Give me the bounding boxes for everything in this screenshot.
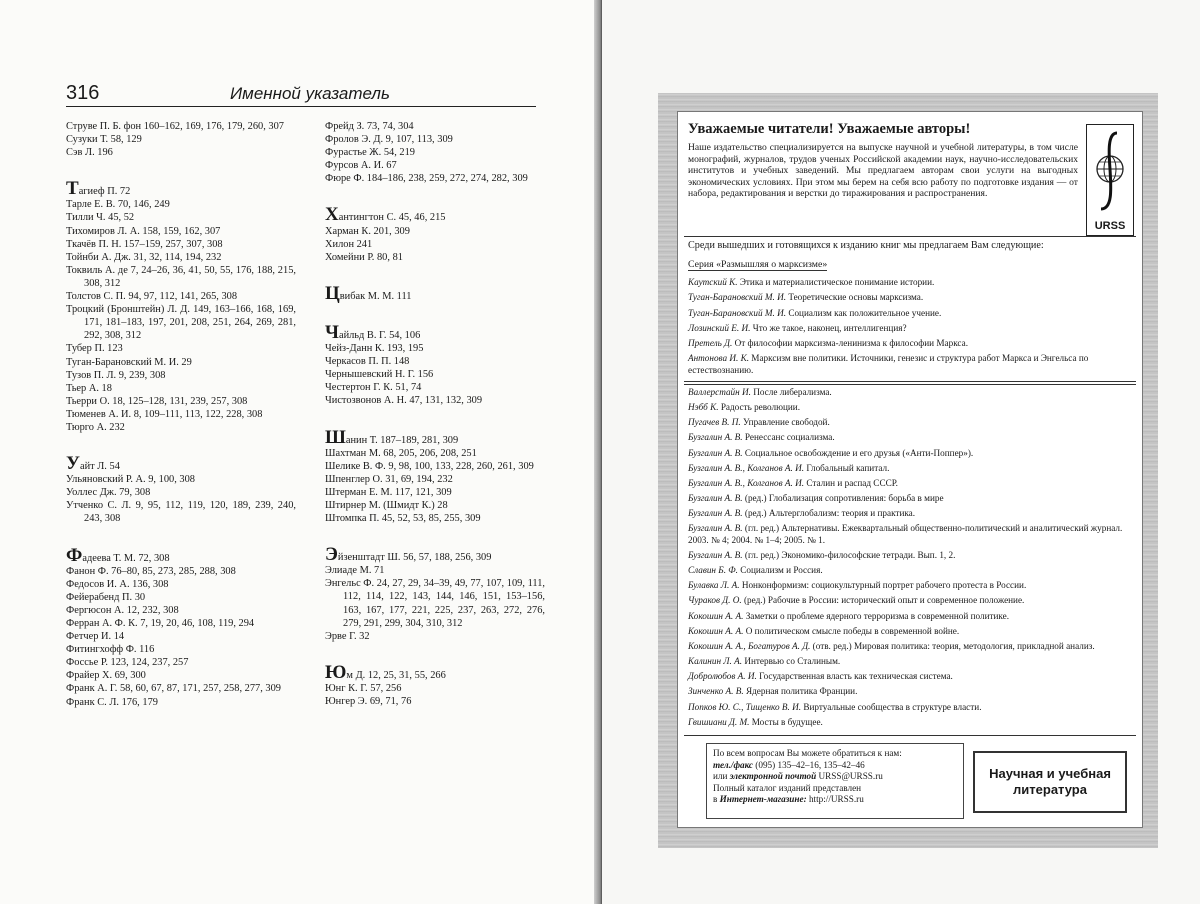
index-entry-text: Чернышевский Н. Г. 156	[325, 369, 434, 381]
index-spacer	[325, 408, 545, 421]
index-entry	[325, 630, 545, 643]
index-entry	[325, 394, 545, 407]
shop-label: Интернет-магазине:	[719, 794, 807, 804]
index-entry-text: Ткачёв П. Н. 157–159, 257, 307, 308	[66, 238, 223, 250]
index-entry-text: Штирнер М. (Шмидт К.) 28	[325, 499, 448, 511]
book-title: Социальное освобождение и его друзья («Анти-Поппер»).	[744, 447, 974, 458]
series-header: Серия «Размышляя о марксизме»	[688, 259, 828, 270]
index-entry	[325, 120, 545, 133]
index-entry-text: агиеф П. 72	[78, 186, 131, 198]
section-initial: Э	[325, 544, 338, 566]
index-entry-text: Фанон Ф. 76–80, 85, 273, 285, 288, 308	[66, 565, 236, 577]
book-title: (ред.) Рабочие в России: исторический опыт и современное положение.	[743, 595, 1025, 606]
book-item	[688, 292, 1134, 303]
phone-label: тел./факс	[713, 759, 753, 770]
book-author: Гвишиани Д. М.	[688, 716, 750, 727]
index-entry-text: Чистозвонов А. Н. 47, 131, 132, 309	[325, 395, 483, 407]
book-author: Бузгалин А. В.	[688, 549, 743, 560]
index-entry	[66, 356, 296, 369]
book-author: Бузгалин А. В.	[688, 508, 743, 519]
index-entry-text: Ульяновский Р. А. 9, 100, 308	[66, 474, 195, 486]
index-entry	[325, 368, 545, 381]
index-entry	[66, 303, 296, 342]
index-entry	[66, 453, 296, 475]
index-entry-text: Чейз-Данн К. 193, 195	[325, 343, 424, 355]
book-author: Бузгалин А. В.	[688, 447, 743, 458]
index-entry	[66, 133, 296, 146]
book-title: Социализм и Россия.	[740, 565, 823, 576]
index-entry-text: Фурсов А. И. 67	[325, 160, 397, 172]
index-entry-text: Штерман Е. М. 117, 121, 309	[325, 486, 452, 498]
index-entry	[66, 578, 296, 591]
index-entry	[325, 282, 545, 304]
book-item	[688, 417, 1134, 428]
index-entry	[66, 630, 296, 643]
index-entry	[325, 473, 545, 486]
index-spacer	[325, 525, 545, 538]
running-header	[66, 80, 536, 107]
index-entry-text: м Д. 12, 25, 31, 55, 266	[346, 669, 446, 681]
section-initial: Ф	[66, 544, 83, 566]
index-entry	[66, 251, 296, 264]
book-item	[688, 717, 1134, 728]
index-entry	[66, 146, 296, 159]
book-item	[688, 508, 1134, 519]
index-entry	[325, 460, 545, 473]
index-entry	[325, 512, 545, 525]
index-entry	[325, 577, 545, 629]
index-entry-text: Харман К. 201, 309	[325, 225, 410, 237]
index-column-1	[66, 120, 296, 709]
index-entry-text: Тарле Е. В. 70, 146, 249	[66, 199, 170, 211]
section-initial: У	[66, 453, 80, 475]
section-initial: Т	[66, 178, 79, 200]
index-entry	[325, 159, 545, 172]
index-entry-text: Энгельс Ф. 24, 27, 29, 34–39, 49, 77, 107, 109, 111, 112, 114, 122, 143, 144, 146, 151, 153–156, 163, 167, 177, 221, 225, 237, 263, 272, 276, 279, 291, 299, 304, 310, 312	[325, 578, 545, 629]
index-entry	[66, 617, 296, 630]
book-title: Виртуальные сообщества в структуре власти.	[803, 701, 982, 712]
book-author: Попков Ю. С., Тищенко В. И.	[688, 701, 802, 712]
index-entry	[325, 133, 545, 146]
book-author: Бузгалин А. В., Колганов А. И.	[688, 462, 805, 473]
book-author: Зинченко А. В.	[688, 686, 744, 697]
index-entry-text: Фурастье Ж. 54, 219	[325, 147, 415, 159]
index-entry-text: Фрайер Х. 69, 300	[66, 670, 146, 682]
book-item	[688, 702, 1134, 713]
index-entry-text: Фетчер И. 14	[66, 631, 125, 643]
index-entry-text: Сузуки Т. 58, 129	[66, 134, 142, 146]
email-label: электронной почтой	[729, 771, 817, 781]
index-entry-text: Уоллес Дж. 79, 308	[66, 487, 151, 499]
index-entry-text: Франк С. Л. 176, 179	[66, 696, 158, 708]
book-title: Этика и материалистическое понимание истории.	[739, 277, 935, 287]
index-entry-text: Эрве Г. 32	[325, 630, 370, 642]
index-entry-text: йзенштадт Ш. 56, 57, 188, 256, 309	[337, 552, 492, 564]
index-entry-text: Шахтман М. 68, 205, 206, 208, 251	[325, 447, 477, 459]
index-spacer	[66, 434, 296, 447]
index-spacer	[66, 526, 296, 539]
index-entry	[325, 238, 545, 251]
book-title: Марксизм вне политики. Источники, генезис и структура работ Маркса и Энгельса по естествознанию.	[688, 353, 1089, 375]
book-author: Бузгалин А. В.	[688, 523, 743, 534]
book-author: Каутский К.	[688, 277, 738, 287]
book-item	[688, 565, 1134, 576]
book-item	[688, 595, 1134, 606]
book-author: Пугачев В. П.	[688, 417, 741, 428]
index-entry-text: Фитингхофф Ф. 116	[66, 644, 155, 656]
section-initial: Ш	[325, 426, 346, 448]
index-entry	[66, 178, 296, 200]
index-entry-text: Фергюсон А. 12, 232, 308	[66, 604, 179, 616]
book-author: Чураков Д. О.	[688, 595, 742, 606]
index-spacer	[66, 159, 296, 172]
contact-box	[706, 743, 964, 819]
book-item	[688, 338, 1134, 349]
section-initial: Ю	[325, 661, 347, 683]
book-list	[688, 387, 1134, 732]
section-initial: Ч	[325, 321, 339, 343]
book-author: Кокошин А. А.	[688, 625, 744, 636]
book-title: Радость революции.	[720, 402, 800, 413]
book-title: Интервью со Сталиным.	[744, 656, 841, 667]
index-entry	[66, 696, 296, 709]
index-entry	[66, 473, 296, 486]
index-entry	[325, 544, 545, 566]
book-author: Бузгалин А. В., Колганов А. И.	[688, 477, 805, 488]
index-entry	[325, 682, 545, 695]
index-entry-text: Тойнби А. Дж. 31, 32, 114, 194, 232	[66, 251, 222, 263]
book-item	[688, 323, 1134, 334]
book-item	[688, 656, 1134, 667]
page-number: 316	[66, 82, 100, 104]
index-entry	[66, 395, 296, 408]
index-spacer	[325, 303, 545, 316]
index-entry	[66, 198, 296, 211]
book-title: Социализм как положительное учение.	[788, 307, 942, 318]
index-entry-text: Тузов П. Л. 9, 239, 308	[66, 369, 166, 381]
header-title: Именной указатель	[230, 84, 390, 103]
book-item	[688, 493, 1134, 504]
divider	[684, 384, 1136, 385]
index-entry-text: Элиаде М. 71	[325, 565, 385, 577]
index-entry-text: Штомпка П. 45, 52, 53, 85, 255, 309	[325, 513, 481, 525]
book-title: Сталин и распад СССР.	[806, 477, 898, 488]
index-entry	[66, 669, 296, 682]
index-entry	[325, 564, 545, 577]
divider	[684, 381, 1136, 382]
book-author: Славин Б. Ф.	[688, 565, 738, 576]
shop-url[interactable]: http://URSS.ru	[808, 794, 864, 804]
index-entry-text: Токвиль А. де 7, 24–26, 36, 41, 50, 55, 176, 188, 215, 308, 312	[66, 264, 296, 289]
book-author: Добролюбов А. И.	[688, 671, 757, 682]
book-title: (гл. ред.) Экономико-философские тетради. Вып. 1, 2.	[744, 549, 956, 560]
ad-title: Уважаемые читатели! Уважаемые авторы!	[688, 121, 971, 137]
index-entry-text: Фоссье Р. 123, 124, 237, 257	[66, 657, 189, 669]
index-entry	[325, 661, 545, 683]
index-entry	[66, 604, 296, 617]
index-entry-text: Утченко С. Л. 9, 95, 112, 119, 120, 189, 239, 240, 243, 308	[66, 500, 296, 525]
ad-lead-text: Среди вышедших и готовящихся к изданию книг мы предлагаем Вам следующие:	[688, 240, 1044, 251]
index-entry-text: Тюменев А. И. 8, 109–111, 113, 122, 228, 308	[66, 408, 263, 420]
book-item	[688, 686, 1134, 697]
index-entry-text: Тихомиров Л. А. 158, 159, 162, 307	[66, 225, 221, 237]
book-item	[688, 626, 1134, 637]
urss-logo	[1086, 124, 1134, 236]
book-item	[688, 523, 1134, 546]
globe-icon	[1087, 125, 1133, 217]
badge-line-1: Научная и учебная	[989, 766, 1111, 781]
index-entry-text: Тюрго А. 232	[66, 421, 125, 433]
book-author: Антонова И. К.	[688, 353, 749, 364]
book-author: Лозинский Е. И.	[688, 322, 751, 333]
book-item	[688, 353, 1134, 376]
ad-intro: Наше издательство специализируется на выпуске научной и учебной литературы, в том числе монографий, журналов, трудов ученых Российской академии наук, научно-исследовательских институтов и учебных заведений. Мы предлагаем авторам свои услуги на выгодных экономических условиях. При этом мы берем на себя всю работу по подготовке издания — от набора, редактирования и верстки до тиражирования и распространения.	[688, 142, 1078, 199]
book-item	[688, 387, 1134, 398]
index-entry	[325, 146, 545, 159]
book-item	[688, 611, 1134, 622]
index-column-2	[325, 120, 545, 708]
index-spacer	[325, 643, 545, 656]
book-title: Что же такое, наконец, интеллигенция?	[752, 322, 907, 333]
index-entry-text: айльд В. Г. 54, 106	[338, 329, 421, 341]
badge-line-2: литература	[1013, 782, 1087, 797]
book-title: Мосты в будущее.	[751, 716, 823, 727]
book-item	[688, 432, 1134, 443]
book-author: Калинин Л. А.	[688, 656, 743, 667]
index-entry-text: Тьерри О. 18, 125–128, 131, 239, 257, 308	[66, 395, 248, 407]
book-item	[688, 550, 1134, 561]
section-initial: Х	[325, 204, 339, 226]
book-author: Бузгалин А. В.	[688, 493, 743, 504]
index-entry-text: вибак М. М. 111	[339, 290, 412, 302]
book-title: Ядерная политика Франции.	[745, 686, 858, 697]
index-entry-text: адеева Т. М. 72, 308	[82, 552, 170, 564]
index-entry	[325, 486, 545, 499]
divider	[684, 735, 1136, 736]
book-author: Булавка Л. А.	[688, 580, 740, 591]
book-title: Государственная власть как техническая система.	[759, 671, 953, 682]
book-title: Нонконформизм: социокультурный портрет рабочего протеста в России.	[741, 580, 1027, 591]
index-entry	[325, 204, 545, 226]
catalog-prefix: в	[713, 794, 718, 804]
book-author: Кокошин А. А.	[688, 610, 744, 621]
book-item	[688, 277, 1134, 288]
book-item	[688, 478, 1134, 489]
index-entry-text: Фюре Ф. 184–186, 238, 259, 272, 274, 282, 309	[325, 173, 528, 185]
index-entry	[66, 682, 296, 695]
book-author: Туган-Барановский М. И.	[688, 307, 787, 318]
email-address[interactable]: URSS@URSS.ru	[818, 771, 883, 781]
index-entry	[66, 643, 296, 656]
book-item	[688, 580, 1134, 591]
index-entry-text: Фейерабенд П. 30	[66, 591, 146, 603]
index-entry	[66, 225, 296, 238]
index-entry	[325, 251, 545, 264]
book-title: (отв. ред.) Мировая политика: теория, методология, прикладной анализ.	[812, 640, 1095, 651]
book-author: Нэбб К.	[688, 402, 719, 413]
catalog-line: Полный каталог изданий представлен	[713, 782, 862, 793]
book-item	[688, 671, 1134, 682]
index-spacer	[325, 185, 545, 198]
index-entry-text: Честертон Г. К. 51, 74	[325, 382, 422, 394]
book-title: (ред.) Глобализация сопротивления: борьба в мире	[744, 493, 944, 504]
book-author: Кокошин А. А., Богатуров А. Д.	[688, 640, 811, 651]
index-entry-text: Тубер П. 123	[66, 343, 123, 355]
index-entry-text: Черкасов П. П. 148	[325, 356, 410, 368]
book-item	[688, 308, 1134, 319]
index-entry-text: Фролов Э. Д. 9, 107, 113, 309	[325, 134, 453, 146]
book-title: Заметки о проблеме ядерного терроризма в современной политике.	[745, 610, 1010, 621]
index-entry-text: Франк А. Г. 58, 60, 67, 87, 171, 257, 258, 277, 309	[66, 683, 282, 695]
book-title: От философии марксизма-ленинизма к философии Маркса.	[734, 338, 968, 349]
book-item	[688, 641, 1134, 652]
index-entry-text: Толстов С. П. 94, 97, 112, 141, 265, 308	[66, 291, 238, 303]
book-author: Валлерстайн И.	[688, 387, 751, 397]
book-title: Глобальный капитал.	[806, 462, 890, 473]
index-entry	[325, 695, 545, 708]
book-item	[688, 448, 1134, 459]
index-entry-text: Ферран А. Ф. К. 7, 19, 20, 46, 108, 119, 294	[66, 618, 255, 629]
book-item	[688, 402, 1134, 413]
contact-line: По всем вопросам Вы можете обратиться к нам:	[713, 748, 902, 758]
book-title: (ред.) Альтерглобализм: теория и практика.	[744, 508, 916, 519]
index-entry-text: антингтон С. 45, 46, 215	[338, 212, 446, 224]
index-entry	[325, 321, 545, 343]
logo-label: URSS	[1094, 220, 1126, 232]
index-entry-text: анин Т. 187–189, 281, 309	[345, 434, 459, 446]
index-entry	[66, 342, 296, 355]
index-entry-text: Тилли Ч. 45, 52	[66, 212, 135, 224]
divider	[684, 236, 1136, 237]
index-entry-text: Шелике В. Ф. 9, 98, 100, 133, 228, 260, 261, 309	[325, 460, 534, 472]
index-entry	[325, 225, 545, 238]
index-entry-text: Хилон 241	[325, 238, 373, 250]
index-entry	[66, 421, 296, 434]
index-entry-text: Сэв Л. 196	[66, 147, 113, 159]
index-entry	[325, 355, 545, 368]
index-entry-text: Фрейд З. 73, 74, 304	[325, 121, 414, 132]
book-item	[688, 463, 1134, 474]
phone-number: (095) 135–42–16, 135–42–46	[755, 759, 865, 770]
book-title: Теоретические основы марксизма.	[788, 292, 924, 303]
index-entry-text: Юнг К. Г. 57, 256	[325, 682, 402, 694]
book-author: Туган-Барановский М. И.	[688, 292, 787, 303]
index-entry	[66, 499, 296, 525]
index-entry-text: Юнгер Э. 69, 71, 76	[325, 696, 412, 707]
index-spacer	[325, 264, 545, 277]
literature-badge	[973, 751, 1127, 813]
email-prefix: или	[713, 771, 728, 781]
index-entry	[66, 238, 296, 251]
book-title: Ренессанс социализма.	[744, 432, 835, 443]
book-author: Претель Д.	[688, 338, 733, 349]
index-entry	[325, 499, 545, 512]
publisher-ad	[677, 111, 1143, 828]
index-entry	[66, 264, 296, 290]
index-entry-text: Хомейни Р. 80, 81	[325, 251, 403, 263]
index-entry	[66, 369, 296, 382]
section-initial: Ц	[325, 282, 340, 304]
index-entry	[66, 544, 296, 566]
book-title: После либерализма.	[753, 387, 832, 397]
index-entry-text: Федосов И. А. 136, 308	[66, 578, 169, 590]
index-entry-text: Шпенглер О. 31, 69, 194, 232	[325, 473, 453, 485]
book-title: О политическом смысле победы в современной войне.	[745, 625, 960, 636]
index-entry-text: Струве П. Б. фон 160–162, 169, 176, 179, 260, 307	[66, 121, 284, 132]
index-entry	[325, 381, 545, 394]
index-entry	[66, 290, 296, 303]
index-entry-text: Тьер А. 18	[66, 382, 112, 394]
book-title: (гл. ред.) Альтернативы. Ежеквартальный общественно-политический и аналитический журнал. 2003. № 4; 2004. № 1–4; 2005. № 1.	[688, 523, 1123, 545]
index-entry-text: айт Л. 54	[79, 461, 120, 473]
index-entry	[325, 342, 545, 355]
index-entry	[66, 382, 296, 395]
index-entry	[66, 120, 296, 133]
index-entry	[325, 447, 545, 460]
index-entry	[325, 426, 545, 448]
series-book-list	[688, 277, 1134, 380]
index-entry-text: Троцкий (Бронштейн) Л. Д. 149, 163–166, 168, 169, 171, 181–183, 197, 201, 208, 251, 264, 269, 281, 292, 308, 312	[66, 304, 296, 342]
index-entry	[66, 565, 296, 578]
index-entry	[66, 486, 296, 499]
index-entry-text: Туган-Барановский М. И. 29	[66, 356, 192, 368]
index-entry	[325, 172, 545, 185]
index-entry	[66, 591, 296, 604]
index-entry	[66, 408, 296, 421]
book-title: Управление свободой.	[742, 417, 830, 428]
book-author: Бузгалин А. В.	[688, 432, 743, 443]
index-entry	[66, 656, 296, 669]
index-entry	[66, 211, 296, 224]
